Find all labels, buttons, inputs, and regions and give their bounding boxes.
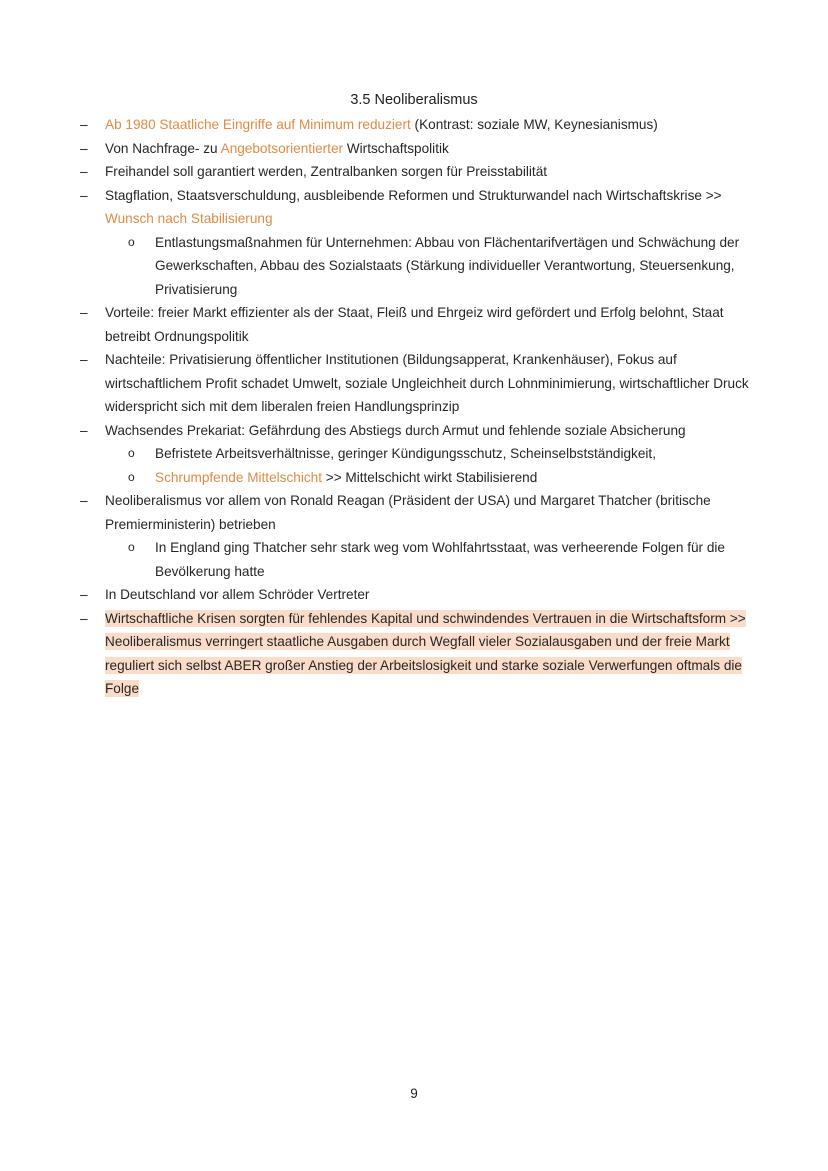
text-segment: Stagflation, Staatsverschuldung, ausbleibende Reformen und Strukturwandel nach Wirtschaftskrise >>: [105, 187, 722, 203]
sub-list-item: [80, 231, 760, 302]
emphasis-text: Schrumpfende Mittelschicht: [155, 469, 322, 485]
list-item-text: [105, 305, 724, 344]
sub-list-item: [80, 536, 760, 583]
sub-list-item: [80, 466, 760, 490]
list-item: [80, 137, 760, 161]
text-segment: Wachsendes Prekariat: Gefährdung des Abstiegs durch Armut und fehlende soziale Absicherung: [105, 422, 686, 438]
circle-bullet-icon: o: [128, 234, 135, 249]
sub-list-item-text: [155, 470, 537, 485]
section-title: 3.5 Neoliberalismus: [350, 92, 478, 108]
list-item: [80, 113, 760, 137]
list-item-text: [105, 141, 449, 156]
list-item-text: [105, 493, 711, 532]
dash-bullet-icon: –: [80, 187, 88, 203]
list-item: [80, 160, 760, 184]
text-segment: In Deutschland vor allem Schröder Vertreter: [105, 587, 370, 602]
text-segment: Vorteile: freier Markt effizienter als der Staat, Fleiß und Ehrgeiz wird gefördert und Erfolg belohnt, Staat betreibt Ordnungspolitik: [105, 305, 724, 344]
sub-list-item-text: [155, 446, 656, 461]
dash-bullet-icon: –: [80, 164, 88, 179]
sub-list-item: [80, 442, 760, 466]
sub-list-item-text: [155, 235, 739, 297]
text-segment: Wirtschaftspolitik: [343, 140, 449, 156]
circle-bullet-icon: o: [128, 446, 135, 460]
text-segment: (Kontrast: soziale MW, Keynesianismus): [410, 117, 658, 132]
text-segment: Befristete Arbeitsverhältnisse, geringer Kündigungsschutz, Scheinselbstständigkeit,: [155, 446, 656, 461]
circle-bullet-icon: o: [128, 469, 135, 484]
list-item: [80, 184, 760, 231]
page-number: 9: [410, 1086, 418, 1101]
list-item-text: [105, 587, 369, 602]
emphasis-text: Angebotsorientierter: [220, 140, 344, 156]
text-segment: Freihandel soll garantiert werden, Zentralbanken sorgen für Preisstabilität: [105, 164, 548, 179]
highlighted-text: Wirtschaftliche Krisen sorgten für fehlendes Kapital und schwindendes Vertrauen in die Wirtschaftsform >> Neoliberalismus verringert staatliche Ausgaben durch Wegfall vieler Sozialausgaben und der freie Markt reguliert sich selbst ABER großer Anstieg der Arbeitslosigkeit und starke soziale Verwerfungen oftmals die Folge: [105, 610, 746, 696]
emphasis-text: Ab 1980 Staatliche Eingriffe auf Minimum reduziert: [105, 117, 411, 132]
circle-bullet-icon: o: [128, 540, 135, 554]
bullet-list: [80, 113, 760, 701]
list-item-text: [105, 423, 686, 438]
text-segment: >> Mittelschicht wirkt Stabilisierend: [321, 469, 538, 485]
text-segment: Nachteile: Privatisierung öffentlicher Institutionen (Bildungsapperat, Krankenhäuser), Fokus auf wirtschaftlichem Profit schadet Umwelt, soziale Ungleichheit durch Lohnminimierung, wirtschaftlicher Druck widerspricht sich mit dem liberalen freien Handlungsprinzip: [105, 352, 749, 414]
dash-bullet-icon: –: [80, 610, 88, 626]
dash-bullet-icon: –: [80, 305, 88, 320]
list-item: [80, 301, 760, 348]
list-item: [80, 607, 760, 701]
sub-list-item-text: [155, 540, 725, 579]
text-segment: In England ging Thatcher sehr stark weg vom Wohlfahrtsstaat, was verheerende Folgen für die Bevölkerung hatte: [155, 540, 725, 579]
list-item: [80, 419, 760, 443]
list-item-text: [105, 164, 547, 179]
emphasis-text: Wunsch nach Stabilisierung: [105, 211, 273, 226]
list-item: [80, 583, 760, 607]
list-item-text: [105, 117, 658, 132]
list-item-text: [105, 610, 746, 698]
dash-bullet-icon: –: [80, 117, 88, 132]
dash-bullet-icon: –: [80, 140, 88, 156]
dash-bullet-icon: –: [80, 493, 88, 508]
list-item-text: [105, 352, 749, 414]
dash-bullet-icon: –: [80, 422, 88, 438]
text-segment: Von Nachfrage- zu: [105, 140, 221, 156]
text-segment: Neoliberalismus vor allem von Ronald Reagan (Präsident der USA) und Margaret Thatcher (britische Premierministerin) betrieben: [105, 493, 711, 532]
list-item-text: [105, 188, 722, 227]
text-segment: Entlastungsmaßnahmen für Unternehmen: Abbau von Flächentarifvertägen und Schwächung der Gewerkschaften, Abbau des Sozialstaats (Stärkung individueller Verantwortung, Steuersenkung, Privatisierung: [155, 234, 740, 297]
dash-bullet-icon: –: [80, 352, 88, 367]
list-item: [80, 489, 760, 536]
dash-bullet-icon: –: [80, 587, 88, 602]
list-item: [80, 348, 760, 419]
